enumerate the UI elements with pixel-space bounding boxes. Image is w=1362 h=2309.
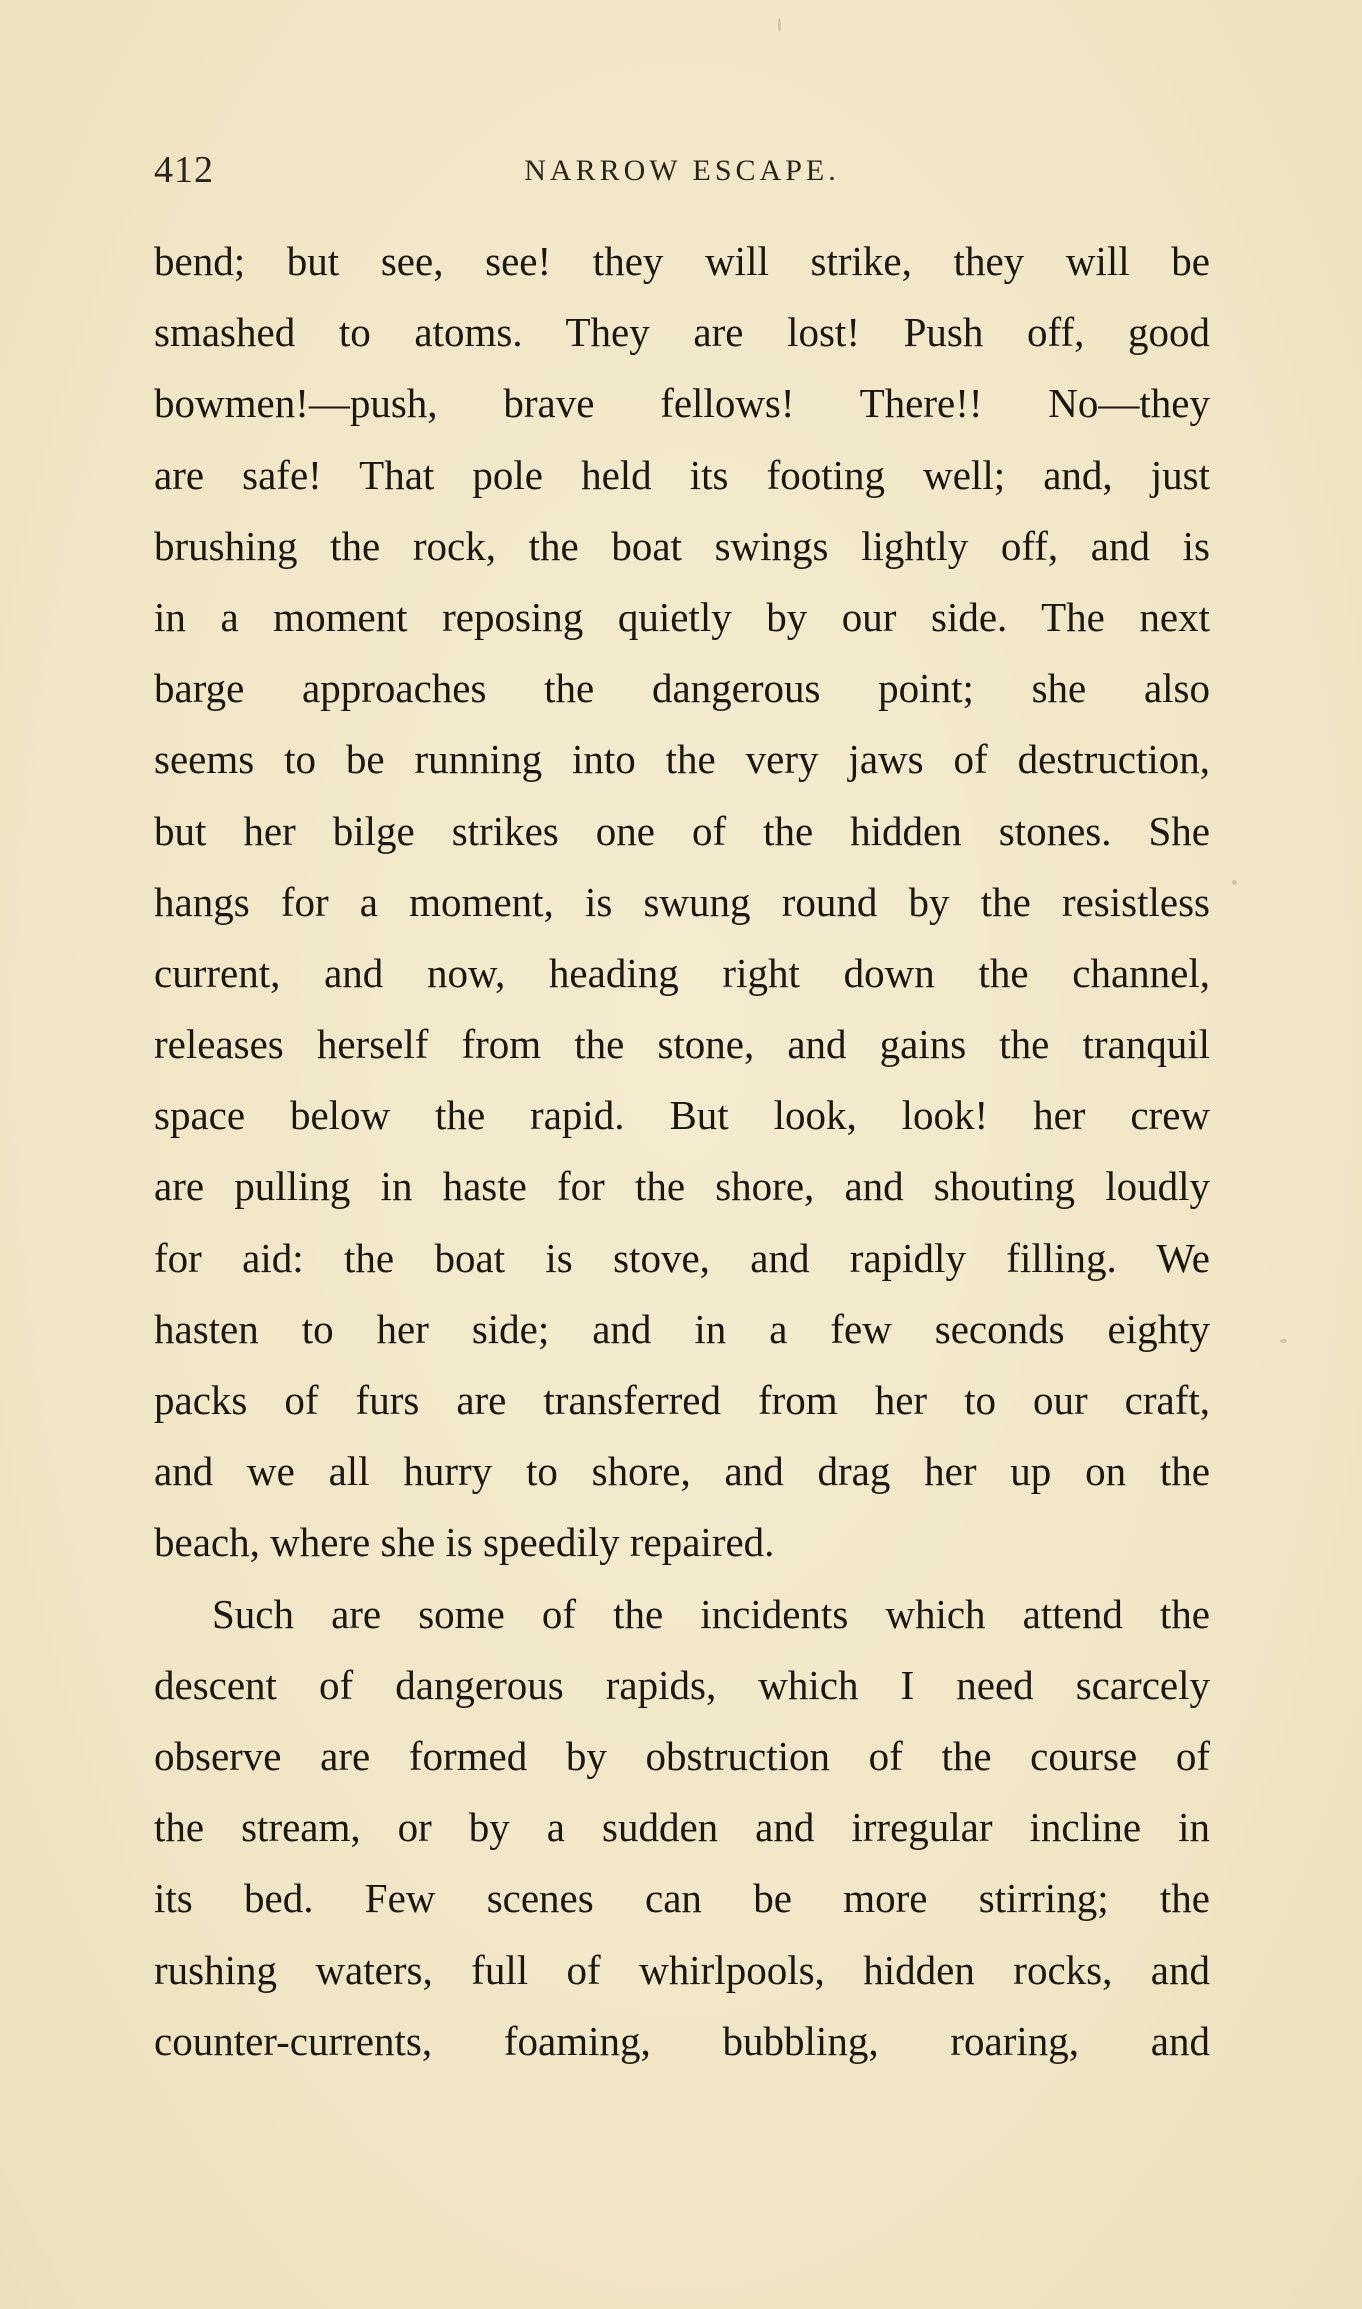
text-line: are pulling in haste for the shore, and shouting loudly	[154, 1163, 1210, 1210]
text-line: hasten to her side; and in a few seconds eighty	[154, 1305, 1210, 1352]
text-line: releases herself from the stone, and gains the tranquil	[154, 1021, 1210, 1068]
text-line: in a moment reposing quietly by our side. The next	[154, 593, 1210, 640]
text-line: hangs for a moment, is swung round by the resistless	[154, 878, 1210, 925]
running-head: NARROW ESCAPE.	[524, 154, 840, 187]
paper-speck	[1280, 1339, 1287, 1343]
text-line: space below the rapid. But look, look! her crew	[154, 1092, 1210, 1139]
text-line: Such are some of the incidents which attend the	[212, 1590, 1210, 1637]
text-line: but her bilge strikes one of the hidden stones. She	[154, 807, 1210, 854]
paper-speck	[1232, 880, 1237, 885]
text-line: descent of dangerous rapids, which I need scarcely	[154, 1661, 1210, 1708]
text-line: smashed to atoms. They are lost! Push off, good	[154, 309, 1210, 356]
page-number: 412	[154, 149, 214, 191]
text-line: its bed. Few scenes can be more stirring; the	[154, 1875, 1210, 1922]
page-header	[154, 148, 1210, 198]
text-line: current, and now, heading right down the channel,	[154, 949, 1210, 996]
text-line: bend; but see, see! they will strike, they will be	[154, 238, 1210, 284]
text-line: packs of furs are transferred from her to our craft,	[154, 1377, 1210, 1423]
paper-speck	[778, 18, 781, 32]
body-text	[154, 226, 1210, 2077]
text-line: are safe! That pole held its footing well; and, just	[154, 451, 1210, 498]
text-line: seems to be running into the very jaws of destruction,	[154, 736, 1210, 783]
text-line: counter-currents, foaming, bubbling, roaring, and	[154, 2017, 1210, 2064]
text-line: beach, where she is speedily repaired.	[154, 1519, 775, 1566]
text-line: barge approaches the dangerous point; she also	[154, 665, 1210, 712]
text-line: for aid: the boat is stove, and rapidly filling. We	[154, 1234, 1210, 1281]
text-line: brushing the rock, the boat swings lightly off, and is	[154, 522, 1210, 569]
text-line: rushing waters, full of whirlpools, hidden rocks, and	[154, 1946, 1210, 1993]
text-line: observe are formed by obstruction of the course of	[154, 1732, 1210, 1779]
text-line: bowmen!—push, brave fellows! There!! No—they	[154, 380, 1210, 427]
text-line: the stream, or by a sudden and irregular incline in	[154, 1804, 1210, 1851]
text-line: and we all hurry to shore, and drag her up on the	[154, 1448, 1210, 1495]
